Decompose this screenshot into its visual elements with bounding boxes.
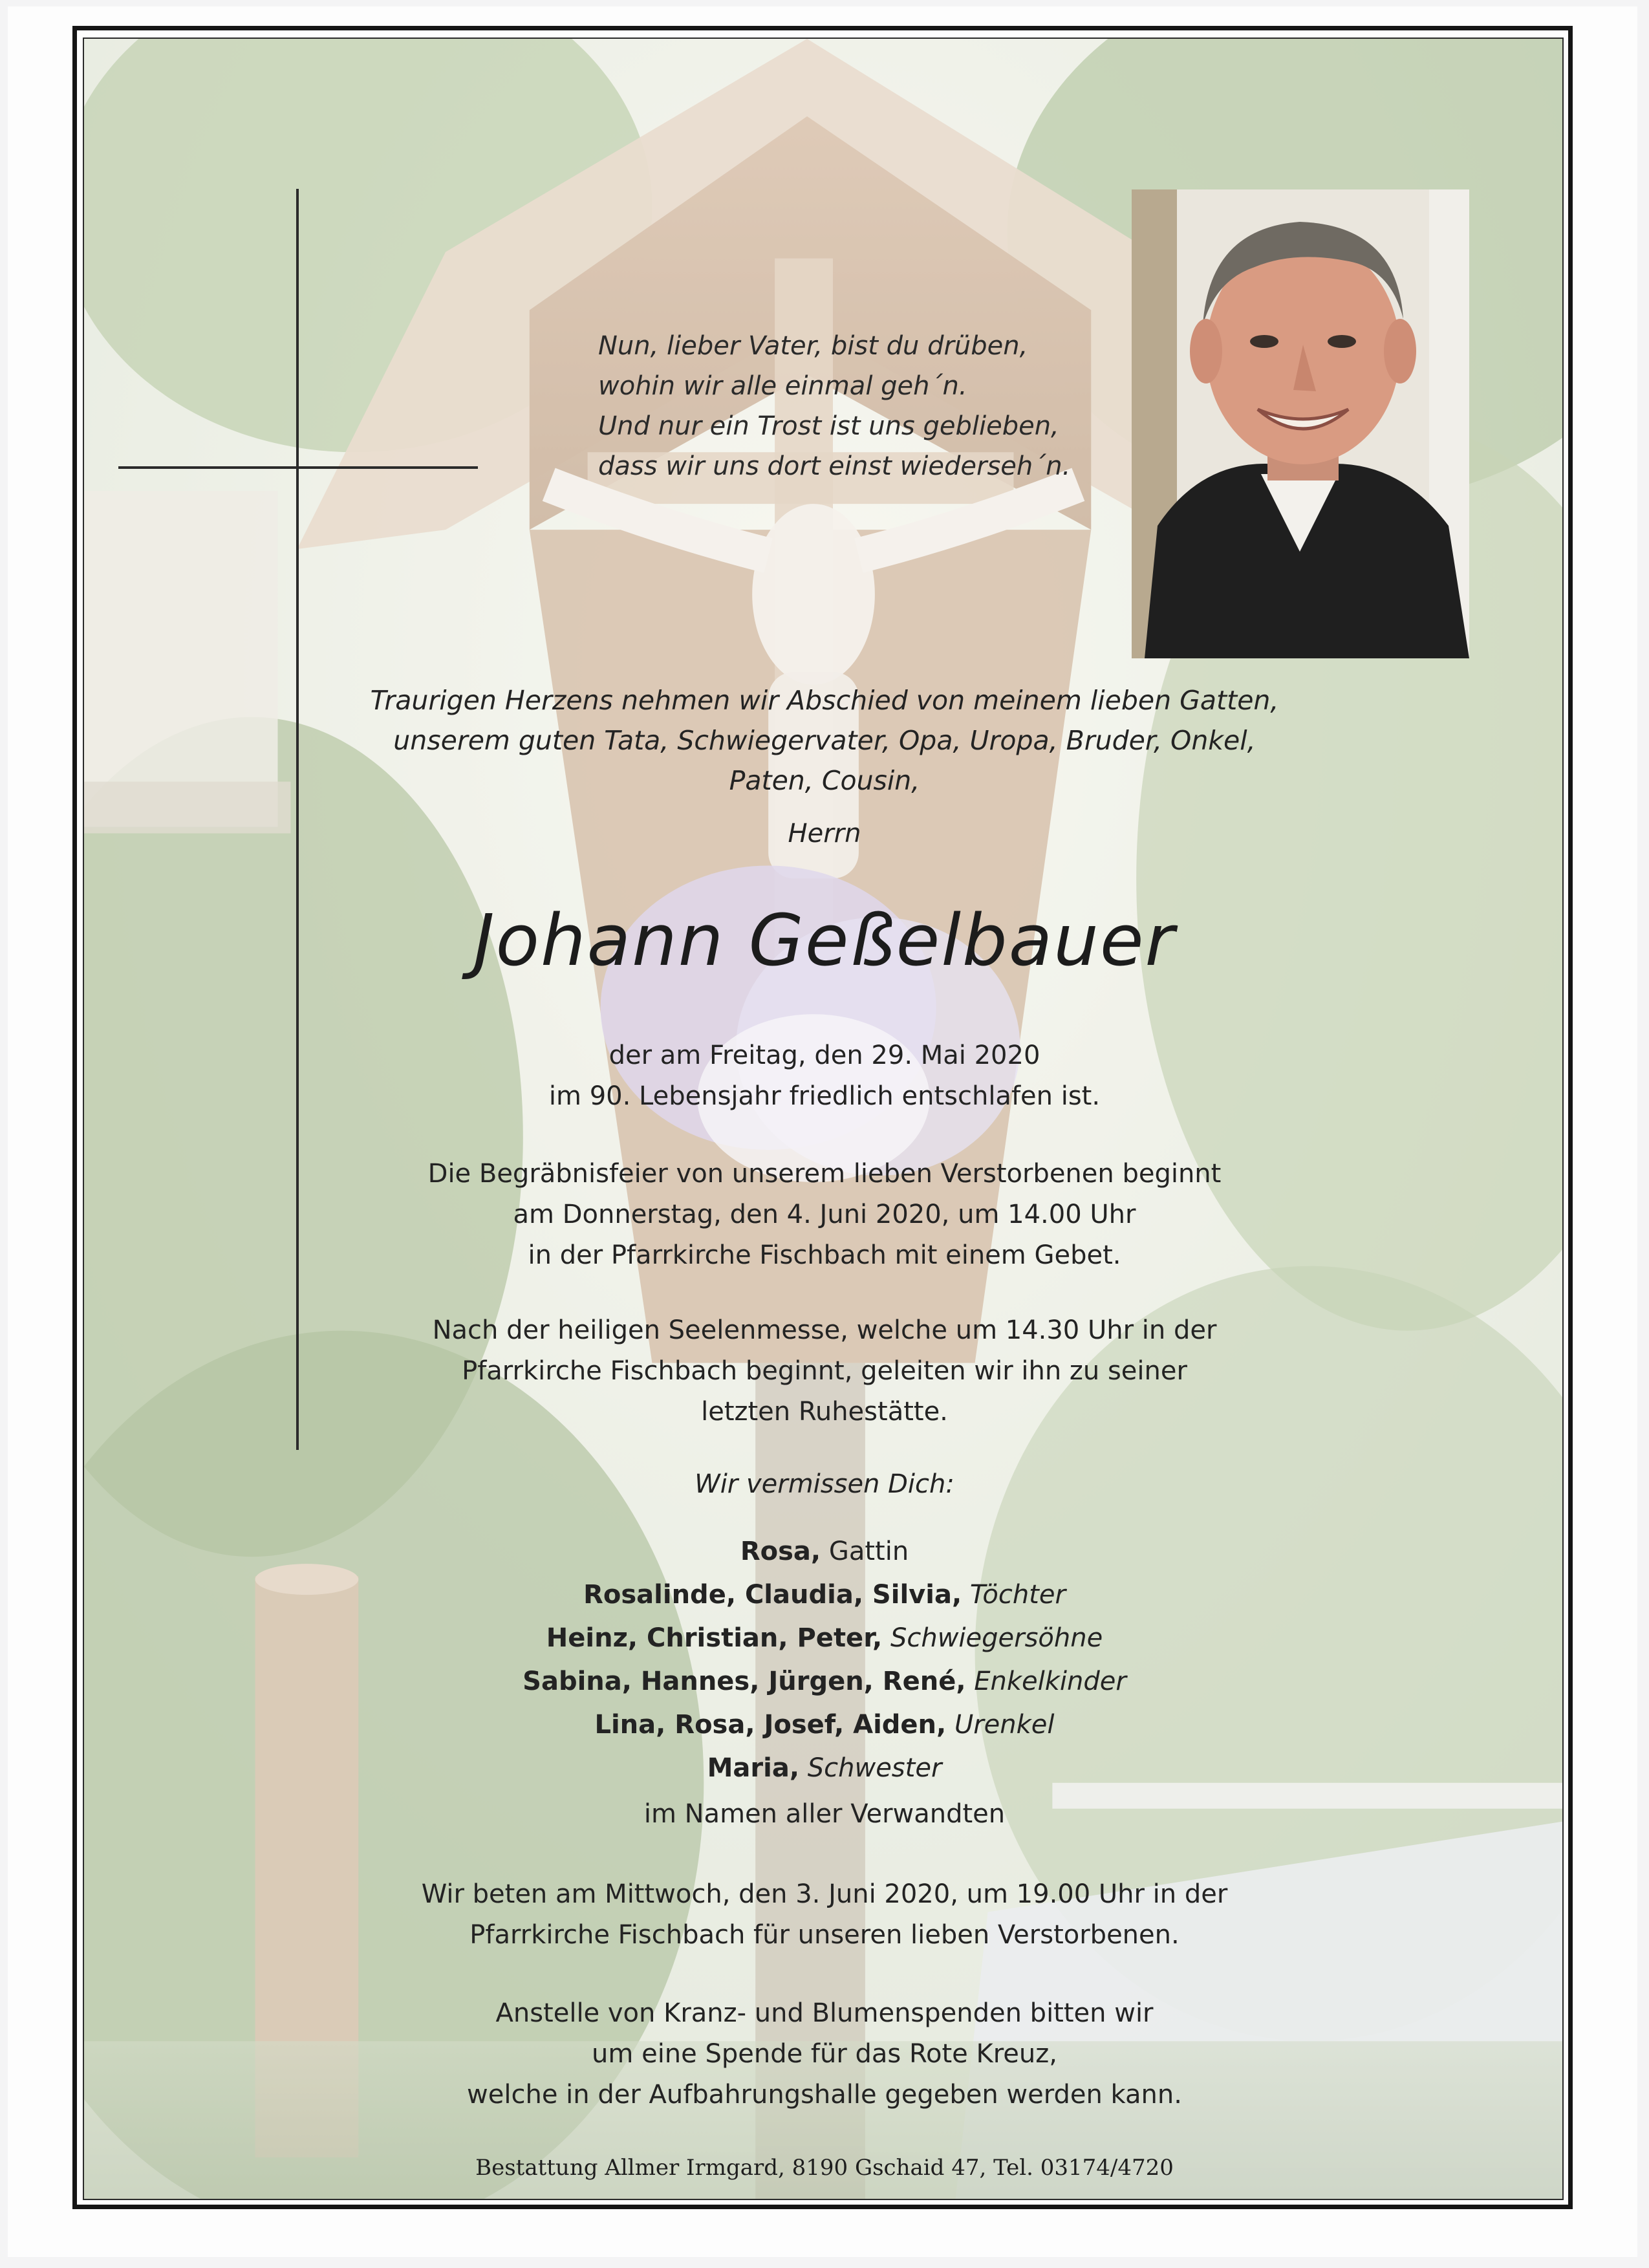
- poem-line: dass wir uns dort einst wiederseh´n.: [598, 451, 1071, 481]
- family-relation: Töchter: [969, 1580, 1066, 1610]
- prayer-line: Pfarrkirche Fischbach für unseren lieben Verstorbenen.: [469, 1920, 1180, 1950]
- donation-line: um eine Spende für das Rote Kreuz,: [592, 2039, 1057, 2069]
- intro-line: Traurigen Herzens nehmen wir Abschied von meinem lieben Gatten,: [370, 685, 1279, 716]
- donation-line: Anstelle von Kranz- und Blumenspenden bitten wir: [495, 1998, 1154, 2028]
- family-row: [0, 1530, 1649, 1573]
- family-list: [0, 1530, 1649, 1790]
- family-relation: Enkelkinder: [974, 1667, 1126, 1696]
- prayer-info: [0, 1874, 1649, 1956]
- mass-info: [0, 1310, 1649, 1432]
- miss-heading: Wir vermissen Dich:: [695, 1469, 954, 1499]
- poem: [598, 326, 1128, 486]
- poem-line: Nun, lieber Vater, bist du drüben,: [598, 331, 1028, 361]
- family-relation: Schwiegersöhne: [890, 1623, 1103, 1653]
- poem-line: wohin wir alle einmal geh´n.: [598, 371, 967, 401]
- cross-horizontal-bar: [118, 466, 478, 469]
- family-row: [0, 1660, 1649, 1703]
- donation-line: welche in der Aufbahrungshalle gegeben werden kann.: [467, 2080, 1182, 2110]
- intro-line: Paten, Cousin,: [729, 765, 920, 796]
- family-relation: Urenkel: [954, 1710, 1055, 1740]
- family-names: Heinz, Christian, Peter,: [546, 1623, 883, 1653]
- family-names: Lina, Rosa, Josef, Aiden,: [594, 1710, 947, 1740]
- family-names: Rosa,: [740, 1537, 821, 1566]
- mass-line: Pfarrkirche Fischbach beginnt, geleiten wir ihn zu seiner: [462, 1356, 1187, 1386]
- funeral-line: Die Begräbnisfeier von unserem lieben Verstorbenen beginnt: [427, 1159, 1222, 1189]
- all-relatives: im Namen aller Verwandten: [643, 1799, 1006, 1829]
- intro-line: unserem guten Tata, Schwiegervater, Opa, Uropa, Bruder, Onkel,: [393, 725, 1256, 756]
- deceased-name: Johann Geßelbauer: [473, 899, 1176, 982]
- family-names: Maria,: [707, 1753, 800, 1783]
- family-row: [0, 1573, 1649, 1617]
- family-row: [0, 1747, 1649, 1790]
- family-row: [0, 1617, 1649, 1660]
- family-names: Sabina, Hannes, Jürgen, René,: [523, 1667, 966, 1696]
- donation-info: [0, 1993, 1649, 2115]
- death-line: im 90. Lebensjahr friedlich entschlafen ist.: [548, 1081, 1101, 1111]
- funeral-line: in der Pfarrkirche Fischbach mit einem Gebet.: [528, 1240, 1121, 1270]
- poem-line: Und nur ein Trost ist uns geblieben,: [598, 411, 1059, 441]
- family-relation: Gattin: [828, 1537, 909, 1566]
- prayer-line: Wir beten am Mittwoch, den 3. Juni 2020, um 19.00 Uhr in der: [421, 1879, 1228, 1909]
- death-notice: [0, 1035, 1649, 1117]
- salutation: Herrn: [788, 819, 861, 848]
- mass-line: letzten Ruhestätte.: [701, 1397, 948, 1427]
- family-names: Rosalinde, Claudia, Silvia,: [583, 1580, 962, 1610]
- funeral-home-footer: Bestattung Allmer Irmgard, 8190 Gschaid 47, Tel. 03174/4720: [475, 2155, 1174, 2181]
- mass-line: Nach der heiligen Seelenmesse, welche um 14.30 Uhr in der: [432, 1315, 1217, 1345]
- family-row: [0, 1703, 1649, 1747]
- death-line: der am Freitag, den 29. Mai 2020: [609, 1041, 1040, 1070]
- farewell-intro: [0, 680, 1649, 801]
- portrait-photo: [1132, 189, 1469, 658]
- funeral-info: [0, 1154, 1649, 1276]
- family-relation: Schwester: [807, 1753, 942, 1783]
- funeral-line: am Donnerstag, den 4. Juni 2020, um 14.00 Uhr: [513, 1200, 1136, 1229]
